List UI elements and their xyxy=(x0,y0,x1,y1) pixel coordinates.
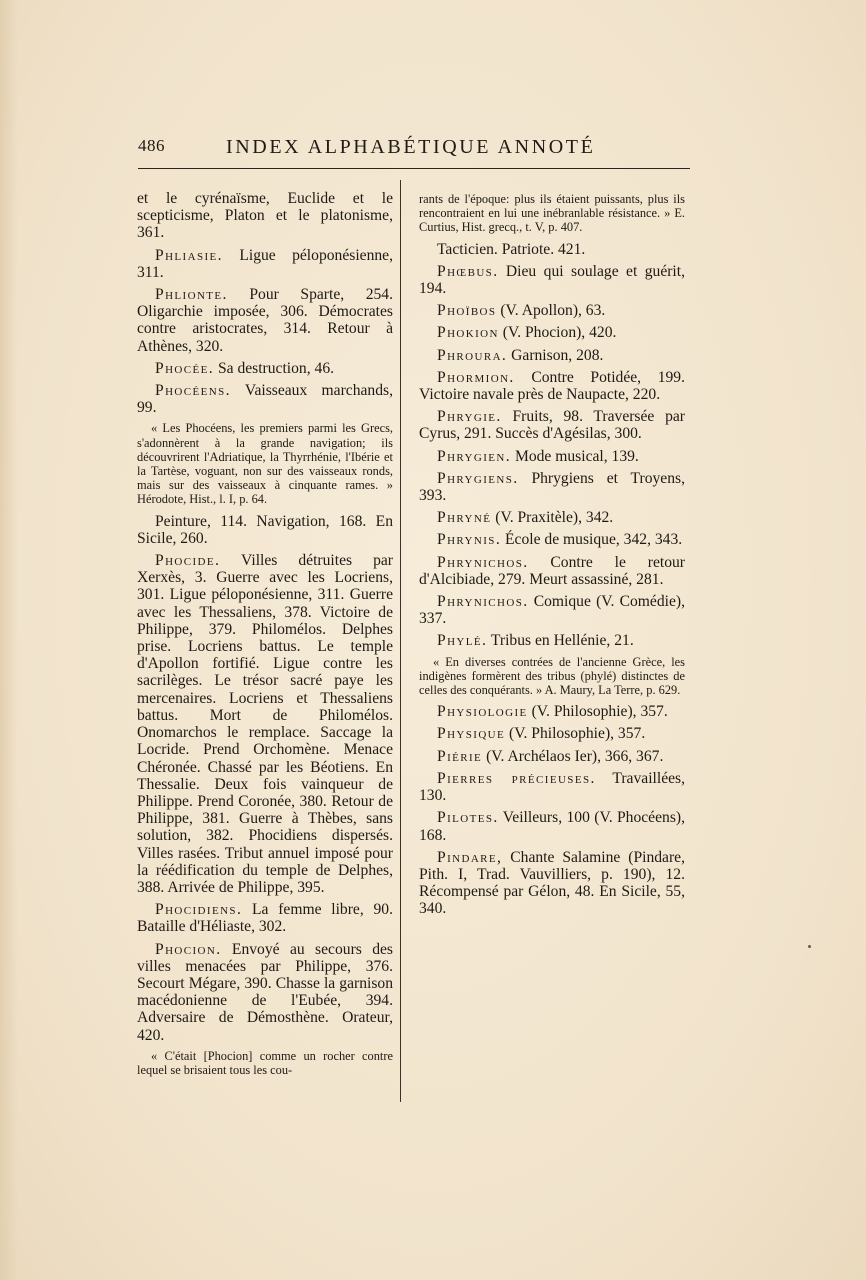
index-entry: Phocidiens. La femme libre, 90. Bataille d'Héliaste, 302. xyxy=(137,901,393,936)
quotation-note: « C'était [Phocion] comme un rocher contre lequel se brisaient tous les cou- xyxy=(137,1048,393,1077)
entry-heading: Phocide. xyxy=(155,552,221,570)
index-entry: Phocion. Envoyé au secours des villes menacées par Philippe, 376. Secourt Mégare, 390. Chasse la garnison macédonienne de l'Eubée, 394. Adversaire de Démosthène. Orateur, 420. xyxy=(137,940,393,1044)
index-entry: Phliasie. Ligue péloponésienne, 311. xyxy=(137,246,393,281)
index-entry: Phrynichos. Comique (V. Comédie), 337. xyxy=(419,593,685,628)
index-entry: Pierres précieuses. Travaillées, 130. xyxy=(419,769,685,805)
right-column xyxy=(419,190,685,923)
index-entry: Phormion. Contre Potidée, 199. Victoire navale près de Naupacte, 220. xyxy=(419,368,685,404)
entry-heading: Phylé. xyxy=(437,632,488,650)
entry-heading: Phoïbos xyxy=(437,302,497,320)
entry-heading: Phrynis. xyxy=(437,531,502,549)
index-entry: Phryné (V. Praxitèle), 342. xyxy=(437,509,614,527)
entry-heading: Phrygie. xyxy=(437,408,502,426)
index-entry: Phoïbos (V. Apollon), 63. xyxy=(437,302,606,320)
index-entry: Phocéens. Vaisseaux marchands, 99. xyxy=(137,382,393,417)
index-entry: Piérie (V. Archélaos Ier), 366, 367. xyxy=(437,747,664,765)
entry-heading: Phrygiens. xyxy=(437,469,519,487)
entry-heading: Phocéens. xyxy=(155,382,231,400)
index-continuation: Tacticien. Patriote. 421. xyxy=(437,240,586,258)
index-entry: Physique (V. Philosophie), 357. xyxy=(437,725,646,743)
index-entry: Physiologie (V. Philosophie), 357. xyxy=(437,703,668,721)
entry-heading: Phocée. xyxy=(155,359,215,377)
index-entry: Phrygien. Mode musical, 139. xyxy=(437,447,639,465)
entry-heading: Phrynichos. xyxy=(437,553,529,571)
entry-heading: Phœbus. xyxy=(437,262,499,280)
page-number: 486 xyxy=(138,136,165,155)
index-entry: Phocée. Sa destruction, 46. xyxy=(155,359,335,377)
entry-heading: Phrynichos. xyxy=(437,593,529,611)
index-entry: Phœbus. Dieu qui soulage et guérit, 194. xyxy=(419,262,685,298)
entry-heading: Pierres précieuses. xyxy=(437,769,596,787)
index-entry: Phrynis. École de musique, 342, 343. xyxy=(437,531,683,549)
entry-heading: Phroura. xyxy=(437,346,508,364)
entry-heading: Phocidiens. xyxy=(155,901,243,919)
index-entry: Phlionte. Pour Sparte, 254. Oligarchie imposée, 306. Démocrates contre aristocrates, 314. Retour à Athènes, 320. xyxy=(137,286,393,355)
page-header xyxy=(138,132,690,172)
index-entry: Pilotes. Veilleurs, 100 (V. Phocéens), 168. xyxy=(419,809,685,844)
entry-heading: Physique xyxy=(437,725,506,743)
quotation-note: « En diverses contrées de l'ancienne Grèce, les indigènes formèrent des tribus (phylé) distinctes de celles des conquérants. » A. Maury, La Terre, p. 629. xyxy=(419,654,685,698)
index-continuation: et le cyrénaïsme, Euclide et le scepticisme, Platon et le platonisme, 361. xyxy=(137,190,393,242)
index-entry: Phokion (V. Phocion), 420. xyxy=(437,324,617,342)
left-column xyxy=(137,190,393,1083)
index-entry: Phrygie. Fruits, 98. Traversée par Cyrus, 291. Succès d'Agésilas, 300. xyxy=(419,408,685,443)
index-entry: Phrygiens. Phrygiens et Troyens, 393. xyxy=(419,469,685,505)
index-entry: Phrynichos. Contre le retour d'Alcibiade, 279. Meurt assassiné, 281. xyxy=(419,553,685,588)
index-entry: Phylé. Tribus en Hellénie, 21. xyxy=(437,632,634,650)
entry-heading: Phocion. xyxy=(155,940,222,958)
entry-heading: Pilotes. xyxy=(437,809,499,827)
entry-heading: Phokion xyxy=(437,324,499,342)
quotation-note: « Les Phocéens, les premiers parmi les Grecs, s'adonnèrent à la grande navigation; ils découvrirent l'Adriatique, la Thyrrhénie, l'Ibérie et la Tartèse, voguant, non sur des vaisseaux ronds, mais sur des vaisseaux à cinquante rames. » Hérodote, Hist., l. I, p. 64. xyxy=(137,421,393,507)
index-entry: Phocide. Villes détruites par Xerxès, 3. Guerre avec les Locriens, 301. Ligue péloponésienne, 311. Guerre avec les Thessaliens, 378. Victoire de Philippe, 379. Philomélos. Delphes prise. Locriens battus. Le temple d'Apollon fortifié. Ligue contre les sacrilèges. Le trésor sacré paye les mercenaires. Locriens et Thessaliens battus. Mort de Philomélos. Onomarchos le remplace. Saccage la Locride. Prend Orchomène. Menace Chéronée. Chassé par les Béotiens. En Thessalie. Deux fois vainqueur de Philippe. Prend Coronée, 380. Retour de Philippe, 381. Guerre à Thèbes, sans solution, 382. Phocidiens dispersés. Villes rasées. Tribut annuel imposé pour la réédification du temple de Delphes, 388. Arrivée de Philippe, 395. xyxy=(137,552,393,896)
header-rule xyxy=(138,168,690,169)
entry-heading: Physiologie xyxy=(437,703,528,721)
entry-heading: Pindare, xyxy=(437,848,503,866)
page-edge-shadow xyxy=(0,0,18,1280)
entry-heading: Phormion. xyxy=(437,368,515,386)
entry-heading: Phliasie. xyxy=(155,246,223,264)
column-divider xyxy=(400,180,401,1102)
paper-spot xyxy=(808,945,811,948)
entry-heading: Phlionte. xyxy=(155,286,228,304)
entry-heading: Phrygien. xyxy=(437,447,512,465)
quotation-note: rants de l'époque: plus ils étaient puissants, plus ils rencontraient en lui une inébranlable résistance. » E. Curtius, Hist. grecq., t. V, p. 407. xyxy=(419,192,685,235)
index-entry: Pindare, Chante Salamine (Pindare, Pith. I, Trad. Vauvilliers, p. 190), 12. Récompensé par Gélon, 48. En Sicile, 55, 340. xyxy=(419,848,685,918)
running-title: INDEX ALPHABÉTIQUE ANNOTÉ xyxy=(226,136,596,158)
entry-heading: Phryné xyxy=(437,509,492,527)
index-continuation: Peinture, 114. Navigation, 168. En Sicile, 260. xyxy=(137,512,393,547)
entry-heading: Piérie xyxy=(437,747,483,765)
index-entry: Phroura. Garnison, 208. xyxy=(437,346,604,364)
